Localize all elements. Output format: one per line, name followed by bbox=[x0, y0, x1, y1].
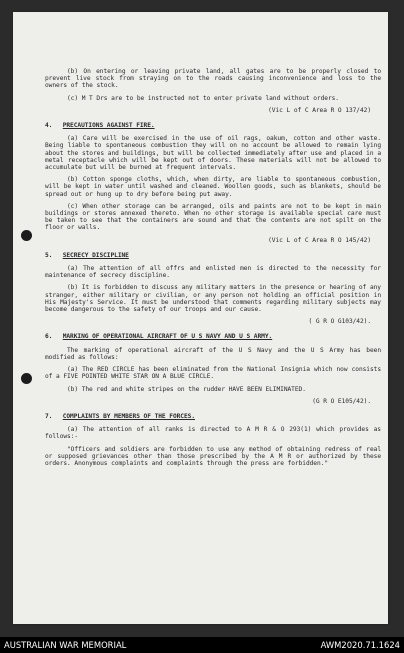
footer-institution: AUSTRALIAN WAR MEMORIAL bbox=[4, 640, 127, 650]
reference: (Vic L of C Area R O 145/42) bbox=[268, 236, 371, 244]
paragraph-b: (b) The red and white stripes on the rudder HAVE BEEN ELIMINATED. bbox=[67, 385, 306, 393]
punch-hole bbox=[21, 373, 32, 384]
punch-hole bbox=[21, 230, 32, 241]
paragraph-a: (a) The attention of all ranks is directed to A M R & O 293(1) which provides as follows:- bbox=[45, 426, 381, 441]
section-title: SECRECY DISCIPLINE bbox=[62, 251, 129, 259]
section-heading bbox=[45, 122, 381, 129]
archive-footer bbox=[0, 637, 404, 653]
document-body bbox=[45, 68, 381, 472]
section-number: 4. bbox=[45, 122, 53, 130]
footer-accession-number: AWM2020.71.1624 bbox=[320, 640, 400, 650]
section-heading bbox=[45, 252, 381, 259]
section-heading bbox=[45, 413, 381, 420]
section-heading bbox=[45, 333, 381, 340]
section-title: COMPLAINTS BY MEMBERS OF THE FORCES. bbox=[62, 412, 195, 420]
section-title: PRECAUTIONS AGAINST FIRE. bbox=[62, 122, 155, 130]
section-title: MARKING OF OPERATIONAL AIRCRAFT OF U S NAVY AND U S ARMY. bbox=[62, 333, 273, 341]
reference: ( G R O G103/42). bbox=[308, 318, 371, 326]
section-number: 5. bbox=[45, 251, 53, 259]
paragraph-intro: The marking of operational aircraft of the U S Navy and the U S Army has been modified as follows: bbox=[45, 346, 381, 361]
section-number: 7. bbox=[45, 412, 53, 420]
document-page bbox=[13, 12, 388, 624]
paragraph-b: (b) On entering or leaving private land, all gates are to be properly closed to prevent live stock from straying on to the roads causing inconvenience and loss to the owners of the stock. bbox=[45, 68, 381, 90]
paragraph-c: (c) M T Drs are to be instructed not to enter private land without orders. bbox=[67, 94, 339, 102]
paragraph-a: (a) Care will be exercised in the use of oil rags, oakum, cotton and other waste. Being liable to spontaneous combustion they will on no account be allowed to remain lying about the stores and buildings, but will be collected immediately after use and placed in a metal receptacle which will be kept out of doors. These materials will not be allowed to accumulate but will be burned at frequent intervals. bbox=[45, 135, 381, 172]
reference: (Vic L of C Area R O 137/42) bbox=[268, 106, 371, 114]
paragraph-c: (c) When other storage can be arranged, oils and paints are not to be kept in main buildings or stores annexed thereto. When no other storage is available special care must be taken to see that the containers are sound and that the contents are not spilt on the floor or walls. bbox=[45, 202, 381, 232]
section-number: 6. bbox=[45, 333, 53, 341]
paragraph-a: (a) The attention of all offrs and enlisted men is directed to the necessity for maintenance of secrecy discipline. bbox=[45, 265, 381, 280]
paragraph-a: (a) The RED CIRCLE has been eliminated from the National Insignia which now consists of a FIVE POINTED WHITE STAR ON A BLUE CIRCLE. bbox=[45, 366, 381, 381]
paragraph-b: (b) It is forbidden to discuss any military matters in the presence or hearing of any stranger, either military or civilian, or any person not holding an official position in His Majesty's Service. It must be understood that comments regarding military subjects may become dangerous to the safety of our troops and our cause. bbox=[45, 284, 381, 314]
reference: (G R O E105/42). bbox=[312, 397, 371, 405]
quoted-order: "Officers and soldiers are forbidden to use any method of obtaining redress of real or supposed grievances other than those prescribed by the A M R or authorized by these orders. Anonymous complaints and complaints through the press are forbidden." bbox=[45, 445, 381, 467]
paragraph-b: (b) Cotton sponge cloths, which, when dirty, are liable to spontaneous combustion, will be kept in water until washed and cleaned. Woollen goods, such as blankets, should be spread out or hung up to dry before being put away. bbox=[45, 176, 381, 198]
